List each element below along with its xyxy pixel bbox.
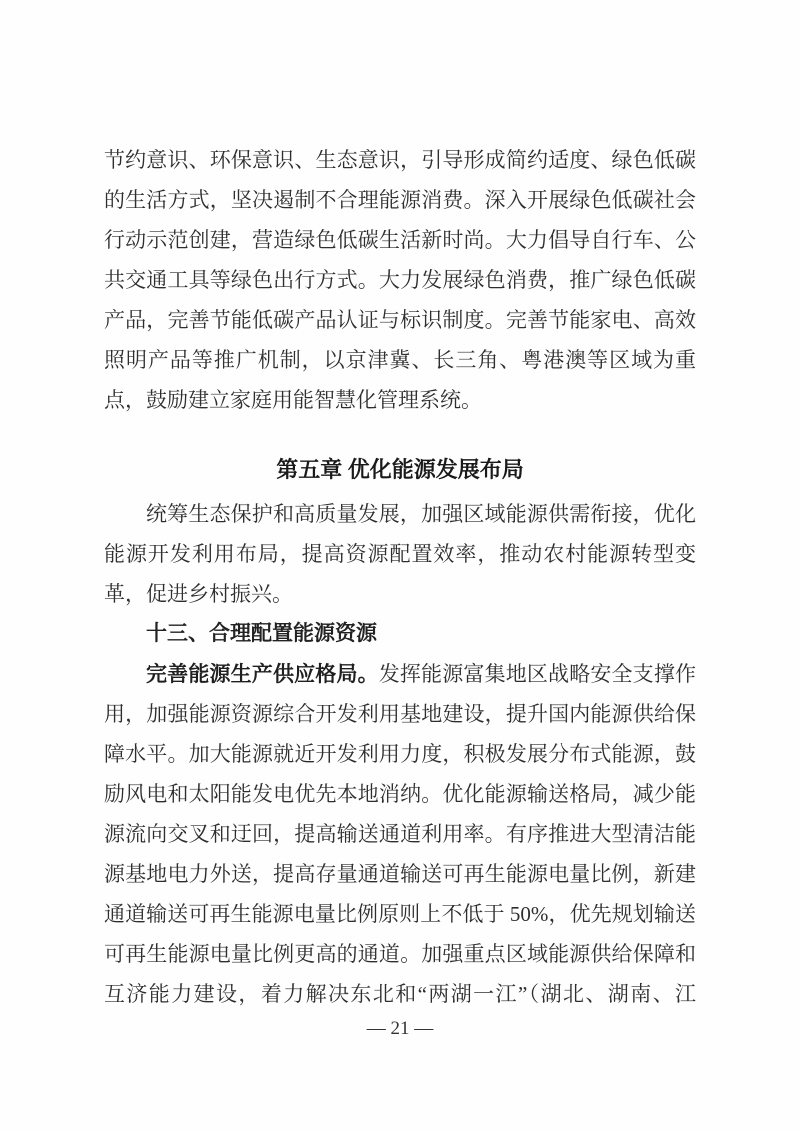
body-line: 可再生能源电量比例更高的通道。加强重点区域能源供给保障和 bbox=[104, 942, 696, 966]
body-line: 共交通工具等绿色出行方式。大力发展绿色消费，推广绿色低碳 bbox=[104, 268, 696, 292]
body-line: 源流向交叉和迂回，提高输送通道利用率。有序推进大型清洁能 bbox=[104, 822, 696, 846]
body-line: 照明产品等推广机制，以京津冀、长三角、粤港澳等区域为重 bbox=[104, 348, 696, 372]
body-line: 行动示范创建，营造绿色低碳生活新时尚。大力倡导自行车、公 bbox=[104, 228, 696, 252]
body-line: 用，加强能源资源综合开发利用基地建设，提升国内能源供给保 bbox=[104, 702, 696, 726]
page-content bbox=[104, 140, 696, 1044]
paragraph-green-lifestyle bbox=[104, 140, 696, 420]
body-line-rest: 发挥能源富集地区战略安全支撑作 bbox=[378, 662, 696, 686]
body-line: 点，鼓励建立家庭用能智慧化管理系统。 bbox=[104, 388, 482, 412]
body-line: 能源开发利用布局，提高资源配置效率，推动农村能源转型变 bbox=[104, 542, 696, 566]
body-line: 节约意识、环保意识、生态意识，引导形成简约适度、绿色低碳 bbox=[104, 148, 696, 172]
body-line: 源基地电力外送，提高存量通道输送可再生能源电量比例，新建 bbox=[104, 862, 696, 886]
body-line: 互济能力建设，着力解决东北和“两湖一江”（湖北、湖南、江 bbox=[104, 982, 696, 1006]
body-line: 统筹生态保护和高质量发展，加强区域能源供需衔接，优化 bbox=[146, 502, 696, 526]
paragraph-chapter-intro bbox=[104, 494, 696, 614]
body-line: 革，促进乡村振兴。 bbox=[104, 582, 293, 606]
page-number: — 21 — bbox=[366, 1018, 434, 1039]
body-line: 的生活方式，坚决遏制不合理能源消费。深入开展绿色低碳社会 bbox=[104, 188, 696, 212]
body-line: 通道输送可再生能源电量比例原则上不低于 50%，优先规划输送 bbox=[104, 902, 696, 926]
chapter-heading: 第五章 优化能源发展布局 bbox=[276, 457, 524, 482]
body-line bbox=[104, 654, 696, 694]
body-line: 产品，完善节能低碳产品认证与标识制度。完善节能家电、高效 bbox=[104, 308, 696, 332]
bold-lead-sentence: 完善能源生产供应格局。 bbox=[146, 662, 379, 686]
body-line: 障水平。加大能源就近开发利用力度，积极发展分布式能源，鼓 bbox=[104, 742, 696, 766]
section-heading: 十三、合理配置能源资源 bbox=[146, 622, 377, 645]
body-line: 励风电和太阳能发电优先本地消纳。优化能源输送格局，减少能 bbox=[104, 782, 696, 806]
paragraph-energy-supply bbox=[104, 654, 696, 1014]
